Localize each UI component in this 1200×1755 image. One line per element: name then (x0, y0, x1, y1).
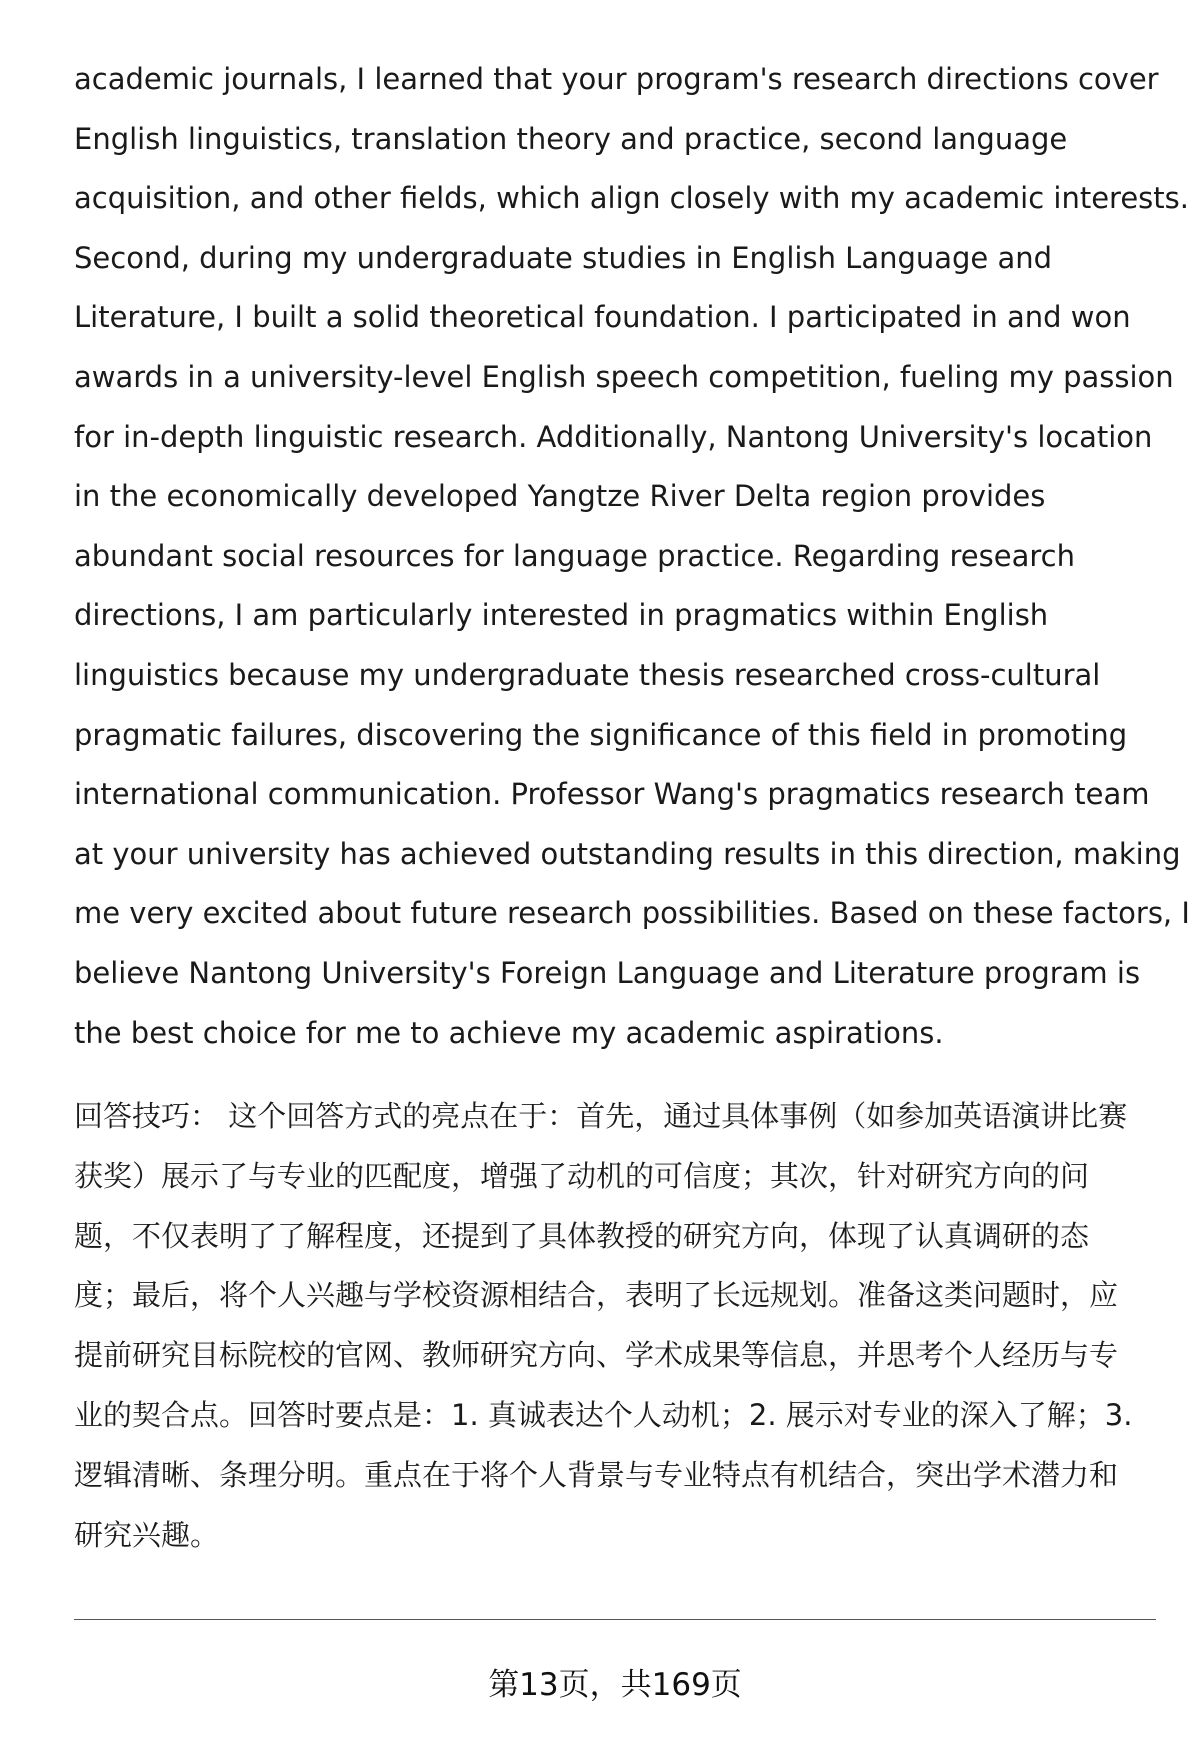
text-line: the best choice for me to achieve my academic aspirations. (74, 1015, 944, 1050)
text-line: 度；最后，将个人兴趣与学校资源相结合，表明了长远规划。准备这类问题时，应 (74, 1278, 1119, 1313)
text-line: English linguistics, translation theory and practice, second language (74, 121, 1068, 156)
text-line: academic journals, I learned that your program's research directions cover (74, 62, 1159, 96)
text-line: abundant social resources for language practice. Regarding research (74, 538, 1075, 573)
text-line: directions, I am particularly interested in pragmatics within English (74, 598, 1049, 633)
text-line: 回答技巧： 这个回答方式的亮点在于：首先，通过具体事例（如参加英语演讲比赛 (74, 1099, 1128, 1133)
text-line: awards in a university-level English speech competition, fueling my passion (74, 359, 1174, 394)
answer-tips-paragraph (74, 1087, 1154, 1565)
text-line: 研究兴趣。 (74, 1517, 220, 1552)
text-line: 业的契合点。回答时要点是：1. 真诚表达个人动机；2. 展示对专业的深入了解；3. (74, 1397, 1133, 1432)
text-line: 逻辑清晰、条理分明。重点在于将个人背景与专业特点有机结合，突出学术潜力和 (74, 1457, 1119, 1492)
text-line: me very excited about future research possibilities. Based on these factors, I (74, 896, 1190, 931)
text-line: pragmatic failures, discovering the significance of this field in promoting (74, 717, 1128, 752)
footer-divider (74, 1619, 1156, 1620)
page-number: 第13页，共169页 (488, 1667, 742, 1703)
text-line: 题，不仅表明了了解程度，还提到了具体教授的研究方向，体现了认真调研的态 (74, 1218, 1090, 1253)
text-line: international communication. Professor Wang's pragmatics research team (74, 777, 1150, 812)
text-line: Literature, I built a solid theoretical foundation. I participated in and won (74, 300, 1131, 335)
english-answer-paragraph (74, 50, 1190, 1063)
page-body (74, 50, 1190, 1063)
text-line: in the economically developed Yangtze River Delta region provides (74, 479, 1046, 514)
text-line: Second, during my undergraduate studies in English Language and (74, 240, 1053, 275)
text-line: 获奖）展示了与专业的匹配度，增强了动机的可信度；其次，针对研究方向的问 (74, 1158, 1090, 1193)
text-line: 提前研究目标院校的官网、教师研究方向、学术成果等信息，并思考个人经历与专 (74, 1338, 1119, 1373)
text-line: believe Nantong University's Foreign Language and Literature program is (74, 955, 1141, 990)
text-line: linguistics because my undergraduate thesis researched cross-cultural (74, 657, 1101, 692)
text-line: for in-depth linguistic research. Additionally, Nantong University's location (74, 419, 1153, 454)
text-line: at your university has achieved outstanding results in this direction, making (74, 836, 1181, 871)
text-line: acquisition, and other fields, which align closely with my academic interests. (74, 181, 1189, 216)
